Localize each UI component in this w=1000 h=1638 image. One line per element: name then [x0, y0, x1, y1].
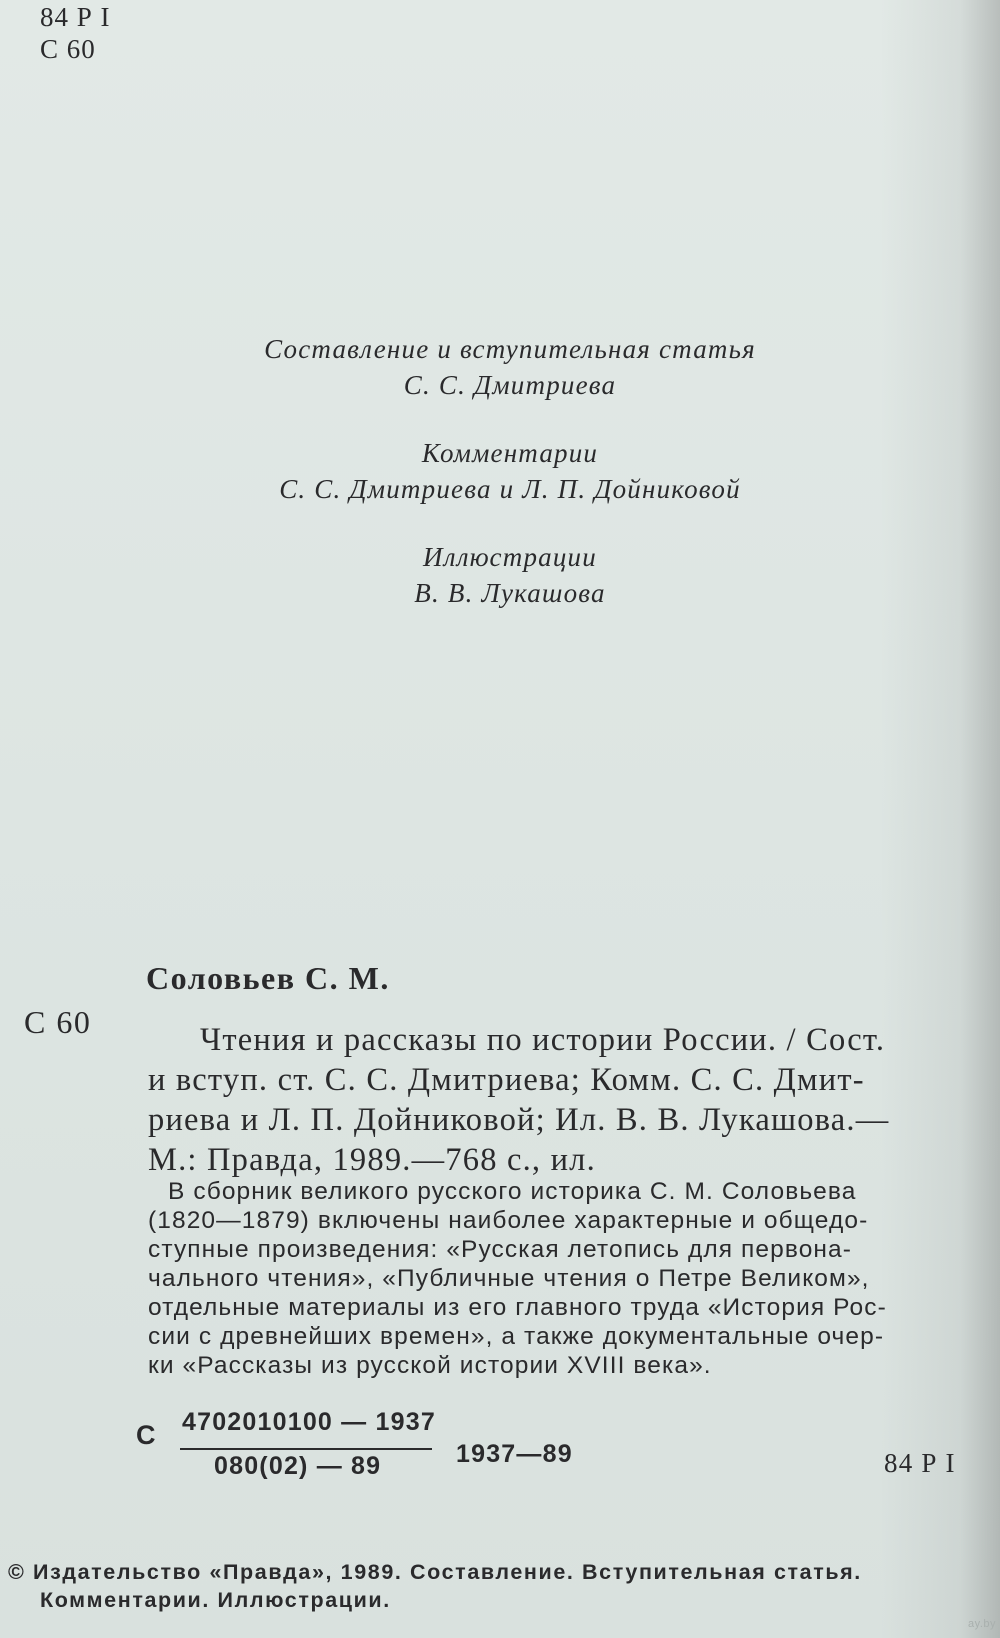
classification-series: 1937—89 [456, 1440, 573, 1468]
copyright-line: © Издательство «Правда», 1989. Составление. Вступительная статья. [8, 1560, 862, 1584]
annotation-line: ки «Рассказы из русской истории XVIII века». [148, 1352, 712, 1379]
watermark-text: ay.by [968, 1618, 996, 1630]
top-bbk-code: 84 Р I [40, 2, 111, 32]
top-index-code: С 60 [40, 34, 96, 64]
classification-bbk: 84 Р I [884, 1448, 956, 1478]
comments-names: С. С. Дмитриева и Л. П. Дойниковой [279, 474, 741, 504]
entry-index-code: С 60 [24, 1004, 92, 1040]
compilation-name: С. С. Дмитриева [403, 370, 617, 400]
annotation-line: отдельные материалы из его главного труда «История Рос- [148, 1294, 887, 1321]
entry-line: риева и Л. П. Дойниковой; Ил. В. В. Лукашова.— [148, 1102, 890, 1138]
classification-numerator: 4702010100 — 1937 [182, 1408, 436, 1436]
entry-line: Чтения и рассказы по истории России. / Сост. [200, 1022, 886, 1058]
classification-denominator: 080(02) — 89 [214, 1452, 382, 1480]
illustrations-name: В. В. Лукашова [414, 578, 606, 608]
annotation-line: В сборник великого русского историка С. М. Соловьева [168, 1178, 857, 1205]
annotation-line: (1820—1879) включены наиболее характерные и общедо- [148, 1207, 869, 1234]
copyright-line: Комментарии. Иллюстрации. [40, 1588, 391, 1612]
comments-label: Комментарии [421, 438, 599, 468]
annotation-line: ступные произведения: «Русская летопись для первона- [148, 1236, 853, 1263]
illustrations-label: Иллюстрации [423, 542, 597, 572]
author-heading: Соловьев С. М. [146, 960, 390, 996]
classification-letter: С [136, 1420, 157, 1450]
entry-line: М.: Правда, 1989.—768 с., ил. [148, 1142, 596, 1178]
compilation-label: Составление и вступительная статья [264, 334, 756, 364]
entry-line: и вступ. ст. С. С. Дмитриева; Комм. С. С. Дмит- [148, 1062, 865, 1098]
annotation-line: сии с древнейших времен», а также документальные очер- [148, 1323, 885, 1350]
annotation-line: чального чтения», «Публичные чтения о Петре Великом», [148, 1265, 870, 1292]
fraction-bar [180, 1448, 432, 1450]
